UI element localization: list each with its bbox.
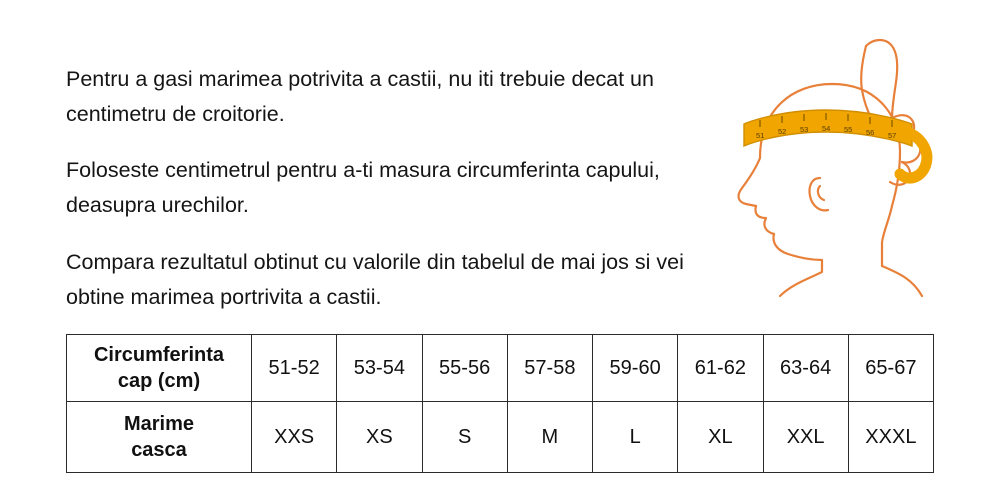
- cell-circumference-6: 61-62: [678, 335, 763, 402]
- cell-circumference-7: 63-64: [763, 335, 848, 402]
- cell-size-3: S: [422, 402, 507, 473]
- row-header-helmet-size: [67, 402, 252, 473]
- svg-text:55: 55: [844, 125, 853, 134]
- svg-text:57: 57: [888, 131, 897, 140]
- instruction-paragraph-2: Foloseste centimetrul pentru a-ti masura circumferinta capului, deasupra urechilor.: [66, 158, 660, 217]
- svg-text:51: 51: [756, 131, 765, 140]
- size-table-wrapper: [66, 334, 934, 473]
- cell-size-5: L: [593, 402, 678, 473]
- head-measuring-tape-illustration: [716, 28, 966, 298]
- cell-size-6: XL: [678, 402, 763, 473]
- svg-text:53: 53: [800, 125, 809, 134]
- row-header-line-1: Marime: [123, 413, 195, 435]
- instructions-block: [66, 40, 706, 315]
- cell-size-1: XXS: [252, 402, 337, 473]
- cell-size-2: XS: [337, 402, 422, 473]
- cell-size-7: XXL: [763, 402, 848, 473]
- cell-circumference-2: 53-54: [337, 335, 422, 402]
- row-header-line-1: Circumferinta: [93, 344, 225, 366]
- cell-circumference-5: 59-60: [593, 335, 678, 402]
- svg-text:54: 54: [822, 124, 831, 133]
- cell-circumference-8: 65-67: [848, 335, 933, 402]
- cell-size-8: XXXL: [848, 402, 933, 473]
- row-header-line-2: casca: [131, 439, 187, 461]
- cell-circumference-4: 57-58: [507, 335, 592, 402]
- size-table: [66, 334, 934, 473]
- cell-size-4: M: [507, 402, 592, 473]
- instruction-paragraph-3: Compara rezultatul obtinut cu valorile din tabelul de mai jos si vei obtine marimea portrivita a castii.: [66, 249, 684, 309]
- row-header-circumference: [67, 335, 252, 402]
- instruction-paragraph-1: Pentru a gasi marimea potrivita a castii, nu iti trebuie decat un centimetru de croitorie.: [66, 66, 654, 126]
- cell-circumference-3: 55-56: [422, 335, 507, 402]
- svg-text:56: 56: [866, 128, 875, 137]
- cell-circumference-1: 51-52: [252, 335, 337, 402]
- table-row: [67, 335, 934, 402]
- svg-text:52: 52: [778, 127, 787, 136]
- row-header-line-2: cap (cm): [117, 370, 201, 392]
- table-row: [67, 402, 934, 473]
